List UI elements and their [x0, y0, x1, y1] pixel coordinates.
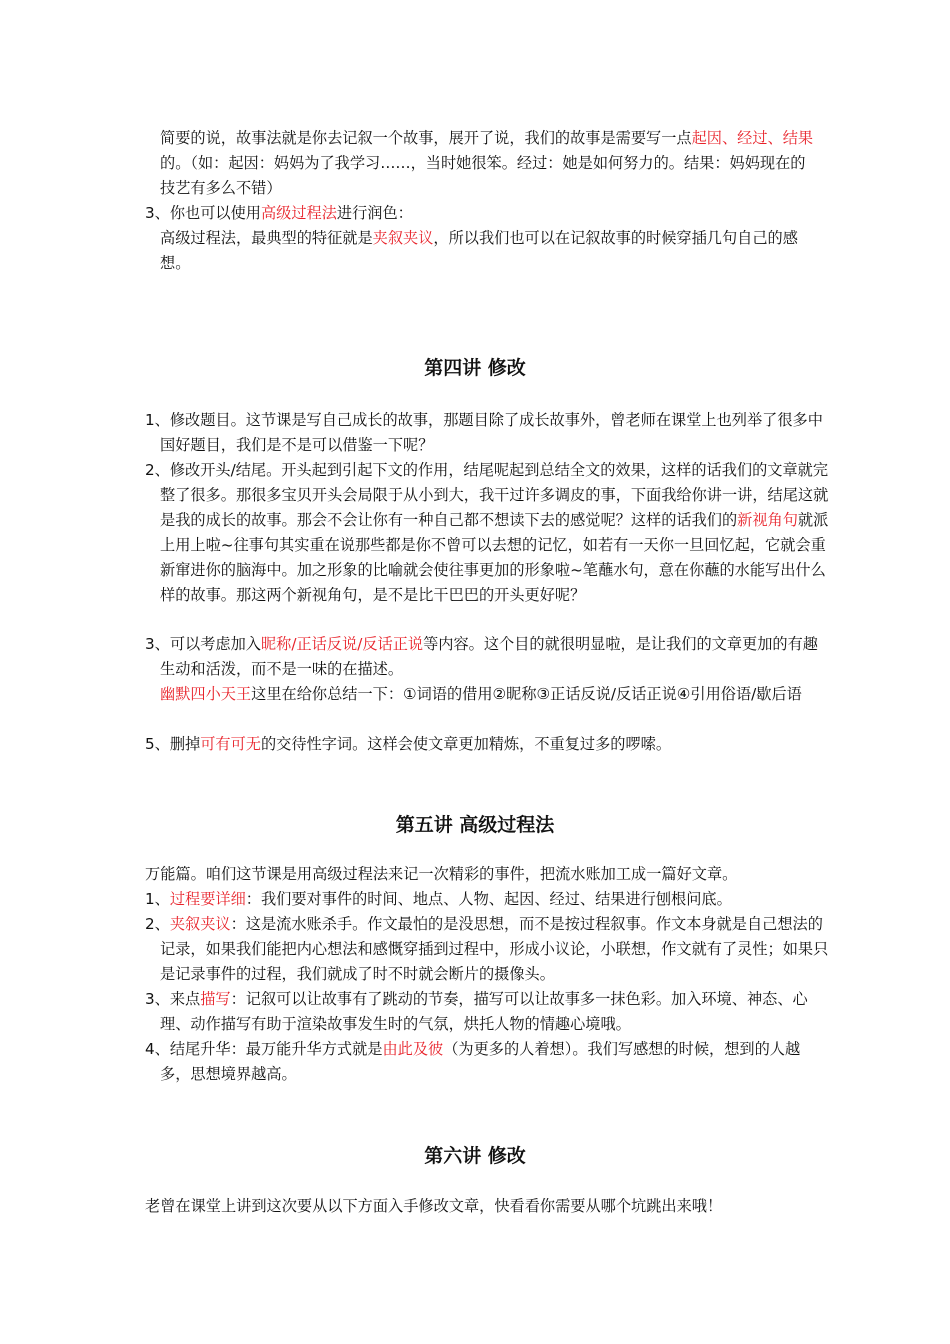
highlight-term: 夹叙夹议 [372, 229, 434, 247]
story-method-paragraph [160, 126, 815, 201]
advanced-process-paragraph [160, 226, 815, 276]
highlight-term: 昵称/正话反说/反话正说 [260, 635, 424, 653]
highlight-term: 描写 [200, 990, 231, 1008]
text-run: 3、可以考虑加入 [145, 635, 261, 653]
text-run: 5、删掉 [145, 735, 201, 753]
text-run: 1、 [145, 890, 170, 908]
text-run: ：记叙可以让故事有了跳动的节奏，描写可以让故事多一抹色彩。加入环境、神态、心理、动作描写有助于渲染故事发生时的气氛，烘托人物的情趣心境哦。 [160, 990, 808, 1033]
text-run: 3、来点 [145, 990, 201, 1008]
text-run: 4、结尾升华：最万能升华方式就是 [145, 1040, 383, 1058]
lecture-6-title: 第六讲 修改 [424, 1145, 526, 1167]
text-run: 的。（如：起因：妈妈为了我学习……，当时她很笨。经过：她是如何努力的。结果：妈妈现在的技艺有多么不错） [160, 154, 806, 197]
text-run: 2、 [145, 915, 170, 933]
lecture-5-title: 第五讲 高级过程法 [395, 814, 555, 836]
highlight-term: 过程要详细 [169, 890, 246, 908]
text-run: 简要的说，故事法就是你去记叙一个故事，展开了说，我们的故事是需要写一点 [160, 129, 692, 147]
text-run: ：这是流水账杀手。作文最怕的是没思想，而不是按过程叙事。作文本身就是自己想法的记录，如果我们能把内心想法和感慨穿插到过程中，形成小议论，小联想，作文就有了灵性；如果只是记录事件的过程，我们就成了时不时就会断片的摄像头。 [160, 915, 829, 983]
lecture-4-item-1 [145, 408, 830, 458]
text-run: 3、你也可以使用 [145, 204, 261, 222]
lecture-4-item-2 [145, 458, 830, 608]
highlight-term: 幽默四小天王 [160, 685, 252, 703]
lecture-5-item-1 [145, 887, 830, 912]
text-run: 1、修改题目。这节课是写自己成长的故事，那题目除了成长故事外，曾老师在课堂上也列举了很多中国好题目，我们是不是可以借鉴一下呢？ [145, 411, 823, 454]
lecture-5-item-2 [145, 912, 830, 987]
lecture-5-item-4 [145, 1037, 830, 1087]
text-run: 高级过程法，最典型的特征就是 [160, 229, 373, 247]
highlight-term: 起因、经过、结果 [691, 129, 814, 147]
lecture-5-intro: 万能篇。咱们这节课是用高级过程法来记一次精彩的事件，把流水账加工成一篇好文章。 [145, 865, 738, 883]
highlight-term: 高级过程法 [260, 204, 337, 222]
lecture-4-title: 第四讲 修改 [424, 357, 526, 379]
text-run: ：我们要对事件的时间、地点、人物、起因、经过、结果进行刨根问底。 [245, 890, 732, 908]
list-item-3-polish [145, 201, 815, 226]
text-run: 等内容。这个目的就很明显啦，是让我们的文章更加的有趣生动和活泼，而不是一味的在描述。 [160, 635, 818, 678]
highlight-term: 夹叙夹议 [169, 915, 231, 933]
lecture-4-item-5 [145, 732, 815, 757]
text-run: 2、修改开头/结尾。开头起到引起下文的作用，结尾呢起到总结全文的效果，这样的话我们的文章就完整了很多。那很多宝贝开头会局限于从小到大，我干过许多调皮的事，下面我给你讲一讲，结尾这就是我的成长的故事。那会不会让你有一种自己都不想读下去的感觉呢？这样的话我们的 [145, 461, 829, 529]
humor-summary [160, 682, 815, 707]
text-run: ，所以我们也可以在记叙故事的时候穿插几句自己的感想。 [160, 229, 798, 272]
lecture-4-item-3 [145, 632, 830, 682]
lecture-6-intro: 老曾在课堂上讲到这次要从以下方面入手修改文章，快看看你需要从哪个坑跳出来哦！ [145, 1197, 723, 1215]
highlight-term: 可有可无 [200, 735, 261, 753]
text-run: 的交待性字词。这样会使文章更加精炼，不重复过多的啰嗦。 [260, 735, 672, 753]
highlight-term: 由此及彼 [382, 1040, 444, 1058]
lecture-5-item-3 [145, 987, 830, 1037]
highlight-term: 新视角句 [737, 511, 798, 529]
text-run: 这里在给你总结一下：①词语的借用②昵称③正话反说/反话正说④引用俗语/歇后语 [251, 685, 802, 703]
text-run: 进行润色： [336, 204, 413, 222]
text-run: （为更多的人着想）。我们写感想的时候，想到的人越多，思想境界越高。 [160, 1040, 801, 1083]
text-run: 就派上用上啦~往事句其实重在说那些都是你不曾可以去想的记忆，如若有一天你一旦回忆起，它就会重新窜进你的脑海中。加之形象的比喻就会使往事更加的形象啦~笔蘸水句，意在你蘸的水能写出什么样的故事。那这两个新视角句，是不是比干巴巴的开头更好呢？ [160, 511, 829, 604]
